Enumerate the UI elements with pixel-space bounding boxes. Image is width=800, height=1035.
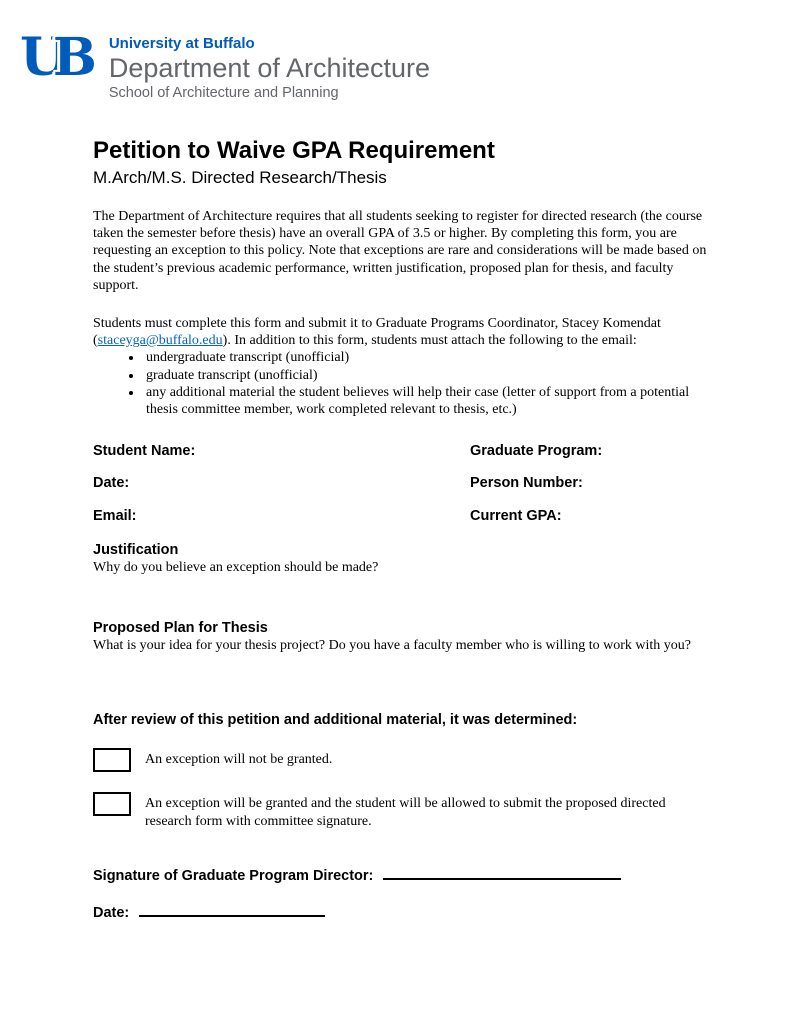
director-signature-line[interactable]	[383, 867, 621, 880]
field-row	[93, 475, 707, 492]
form-title: Petition to Waive GPA Requirement	[93, 137, 495, 165]
person-number-label: Person Number:	[470, 475, 583, 492]
justification-prompt: Why do you believe an exception should be made?	[93, 559, 379, 575]
director-signature-row	[93, 867, 707, 884]
ub-logo-letter-u: U	[20, 27, 66, 88]
form-subtitle: M.Arch/M.S. Directed Research/Thesis	[93, 167, 387, 187]
attachment-list	[143, 349, 707, 418]
checkbox-granted[interactable]	[93, 792, 131, 816]
determination-option-row	[93, 748, 707, 772]
instructions-paragraph	[93, 315, 707, 350]
list-item-additional-material: • any additional material the student believes will help their case (letter of support from a potential thesis committee member, work completed relevant to thesis, etc.)	[143, 384, 707, 419]
checkbox-not-granted[interactable]	[93, 748, 131, 772]
justification-section	[93, 542, 707, 620]
department-name: Department of Architecture	[108, 53, 430, 83]
graduate-program-label: Graduate Program:	[470, 442, 603, 459]
director-signature-label: Signature of Graduate Program Director:	[93, 868, 374, 885]
email-label: Email:	[93, 508, 137, 525]
determination-option-row	[93, 792, 707, 831]
field-row	[93, 443, 707, 460]
current-gpa-label: Current GPA:	[470, 508, 562, 525]
justification-heading: Justification	[93, 541, 179, 558]
determination-heading: After review of this petition and additional material, it was determined:	[93, 711, 578, 728]
proposed-plan-prompt: What is your idea for your thesis project? Do you have a faculty member who is willing to work with you?	[93, 637, 691, 653]
checkbox-granted-label: An exception will be granted and the student will be allowed to submit the proposed directed research form with committee signature.	[145, 795, 666, 829]
signature-date-row	[93, 904, 707, 921]
field-label-grid	[93, 443, 707, 525]
intro-paragraph: The Department of Architecture requires that all students seeking to register for directed research (the course taken the semester before thesis) have an overall GPA of 3.5 or higher. By completing this form, you are requesting an exception to this policy. Note that exceptions are rare and considerations will be made based on the student’s previous academic performance, written justification, proposed plan for thesis, and faculty support.	[93, 208, 707, 294]
university-name: University at Buffalo	[108, 35, 255, 52]
justification-answer-area[interactable]	[93, 576, 707, 620]
school-name: School of Architecture and Planning	[108, 85, 339, 102]
signature-date-line[interactable]	[139, 904, 325, 917]
checkbox-not-granted-label: An exception will not be granted.	[145, 751, 333, 767]
proposed-plan-answer-area[interactable]	[93, 654, 707, 712]
instructions-text-before-link: Students must complete this form and submit it to Graduate Programs Coordinator, Stacey Komendat (	[93, 315, 661, 348]
form-content	[0, 138, 800, 921]
email-link[interactable]: staceyga@buffalo.edu	[97, 332, 223, 348]
university-header	[0, 0, 800, 101]
ub-logo-letter-b: B	[52, 27, 97, 88]
proposed-plan-section	[93, 620, 707, 712]
proposed-plan-heading: Proposed Plan for Thesis	[93, 619, 268, 636]
list-item-graduate-transcript: • graduate transcript (unofficial)	[143, 367, 707, 384]
signature-date-label: Date:	[93, 905, 130, 922]
student-name-label: Student Name:	[93, 442, 196, 459]
field-row	[93, 508, 707, 525]
date-label: Date:	[93, 475, 130, 492]
list-item-undergraduate-transcript: • undergraduate transcript (unofficial)	[143, 349, 707, 366]
instructions-text-after-link: ). In addition to this form, students must attach the following to the email:	[222, 332, 637, 348]
brand-text	[109, 34, 430, 101]
ub-logo	[20, 27, 97, 88]
